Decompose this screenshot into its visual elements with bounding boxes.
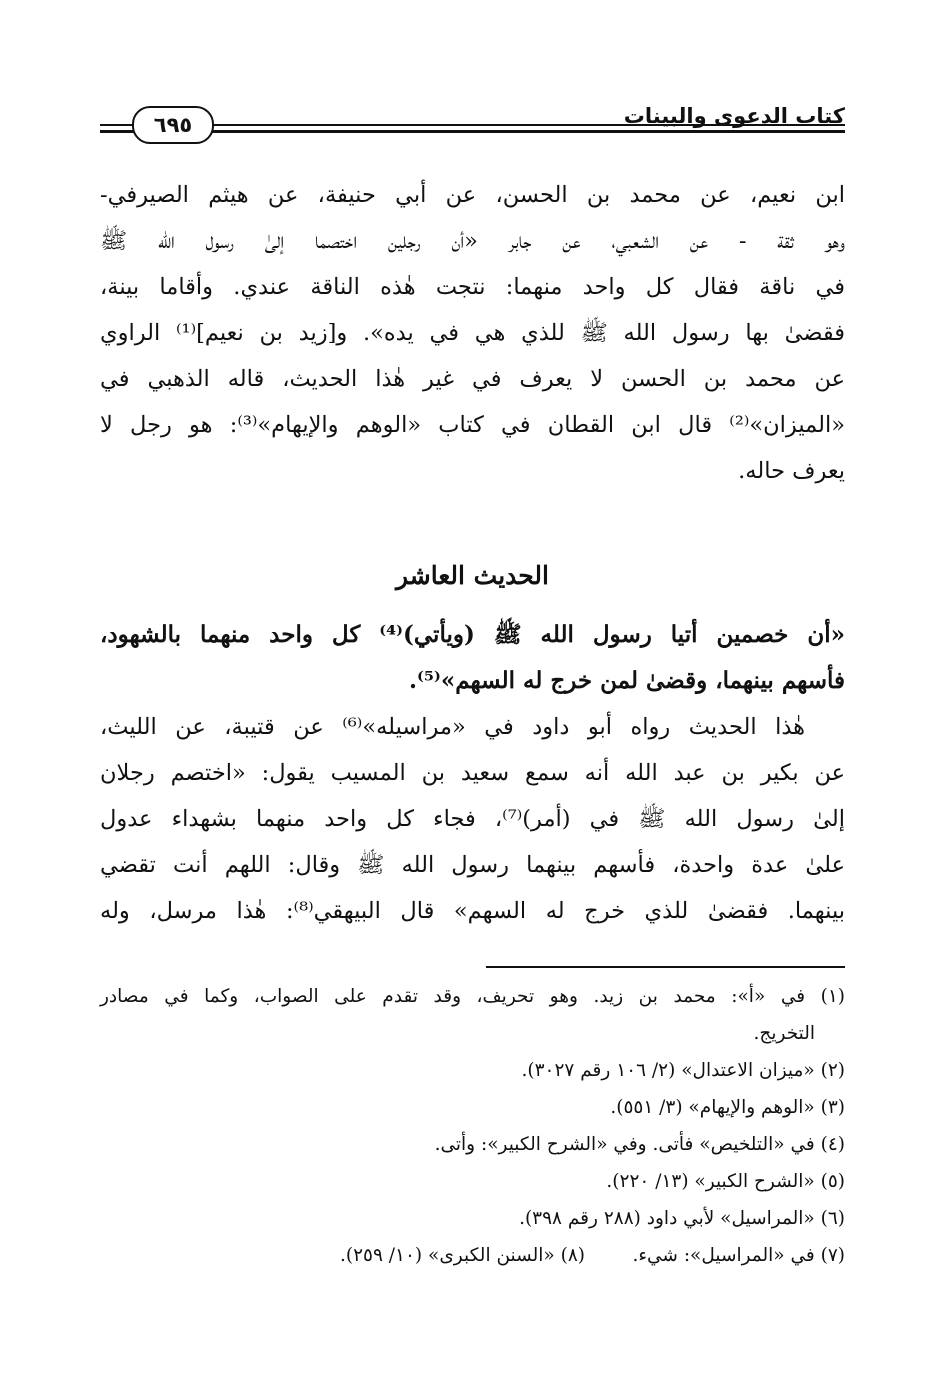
footnotes (100, 978, 845, 1274)
text-line: عن بكير بن عبد الله أنه سمع سعيد بن المسيب يقول: «اختصم رجلان (100, 760, 845, 786)
text-line: «الميزان»⁽²⁾ قال ابن القطان في كتاب «الوهم والإيهام»⁽³⁾: هو رجل لا (100, 412, 845, 438)
footnote-6: (٦) «المراسيل» لأبي داود (٢٨٨ رقم ٣٩٨). (519, 1208, 845, 1229)
footnote-7: (٧) في «المراسيل»: شيء. (632, 1245, 845, 1266)
page-number: ٦٩٥ (132, 106, 214, 144)
footnote-separator (486, 966, 845, 968)
footnote-row-7-8 (100, 1237, 845, 1274)
page-header (100, 100, 845, 145)
text-line: بينهما. فقضىٰ للذي خرج له السهم» قال البيهقي⁽⁸⁾: هٰذا مرسل، وله (100, 898, 845, 924)
text-line: يعرف حاله. (738, 458, 845, 484)
footnote-1-continuation: التخريج. (753, 1023, 815, 1044)
text-line: وهو ثقة - عن الشعبي، عن جابر «أن رجلين اختصما إلىٰ رسول الله ﷺ (100, 228, 845, 254)
text-line: فقضىٰ بها رسول الله ﷺ للذي هي في يده». و[زيد بن نعيم]⁽¹⁾ الراوي (100, 320, 845, 346)
section-heading: الحديث العاشر (395, 561, 549, 590)
text-line: علىٰ عدة واحدة، فأسهم بينهما رسول الله ﷺ وقال: اللهم أنت تقضي (100, 852, 845, 878)
footnote-1: (١) في «أ»: محمد بن زيد. وهو تحريف، وقد تقدم على الصواب، وكما في مصادر (100, 986, 845, 1007)
running-title: كتاب الدعوى والبينات (623, 104, 845, 128)
hadith-text (100, 612, 845, 704)
text-line: في ناقة فقال كل واحد منهما: نتجت هٰذه الناقة عندي. وأقاما بينة، (100, 274, 845, 300)
text-line: فأسهم بينهما، وقضىٰ لمن خرج له السهم»⁽⁵⁾. (409, 667, 845, 694)
footnote-2: (٢) «ميزان الاعتدال» (٢/ ١٠٦ رقم ٣٠٢٧). (521, 1060, 845, 1081)
paragraph-1 (100, 172, 845, 494)
paragraph-2 (100, 704, 845, 934)
text-line: هٰذا الحديث رواه أبو داود في «مراسيله»⁽⁶⁾ عن قتيبة، عن الليث، (100, 714, 805, 740)
text-line: عن محمد بن الحسن لا يعرف في غير هٰذا الحديث، قاله الذهبي في (100, 366, 845, 392)
footnote-5: (٥) «الشرح الكبير» (١٣/ ٢٢٠). (606, 1171, 845, 1192)
footnote-4: (٤) في «التلخيص» فأتى. وفي «الشرح الكبير»: وأتى. (434, 1134, 845, 1155)
footnote-8: (٨) «السنن الكبرى» (١٠/ ٢٥٩). (339, 1245, 585, 1266)
text-line: ابن نعيم، عن محمد بن الحسن، عن أبي حنيفة، عن هيثم الصيرفي- (100, 182, 845, 208)
text-line: «أن خصمين أتيا رسول الله ﷺ (ويأتي)⁽⁴⁾ كل واحد منهما بالشهود، (100, 621, 845, 648)
text-line: إلىٰ رسول الله ﷺ في (أمر)⁽⁷⁾، فجاء كل واحد منهما بشهداء عدول (100, 806, 845, 832)
footnote-3: (٣) «الوهم والإيهام» (٣/ ٥٥١). (610, 1097, 845, 1118)
